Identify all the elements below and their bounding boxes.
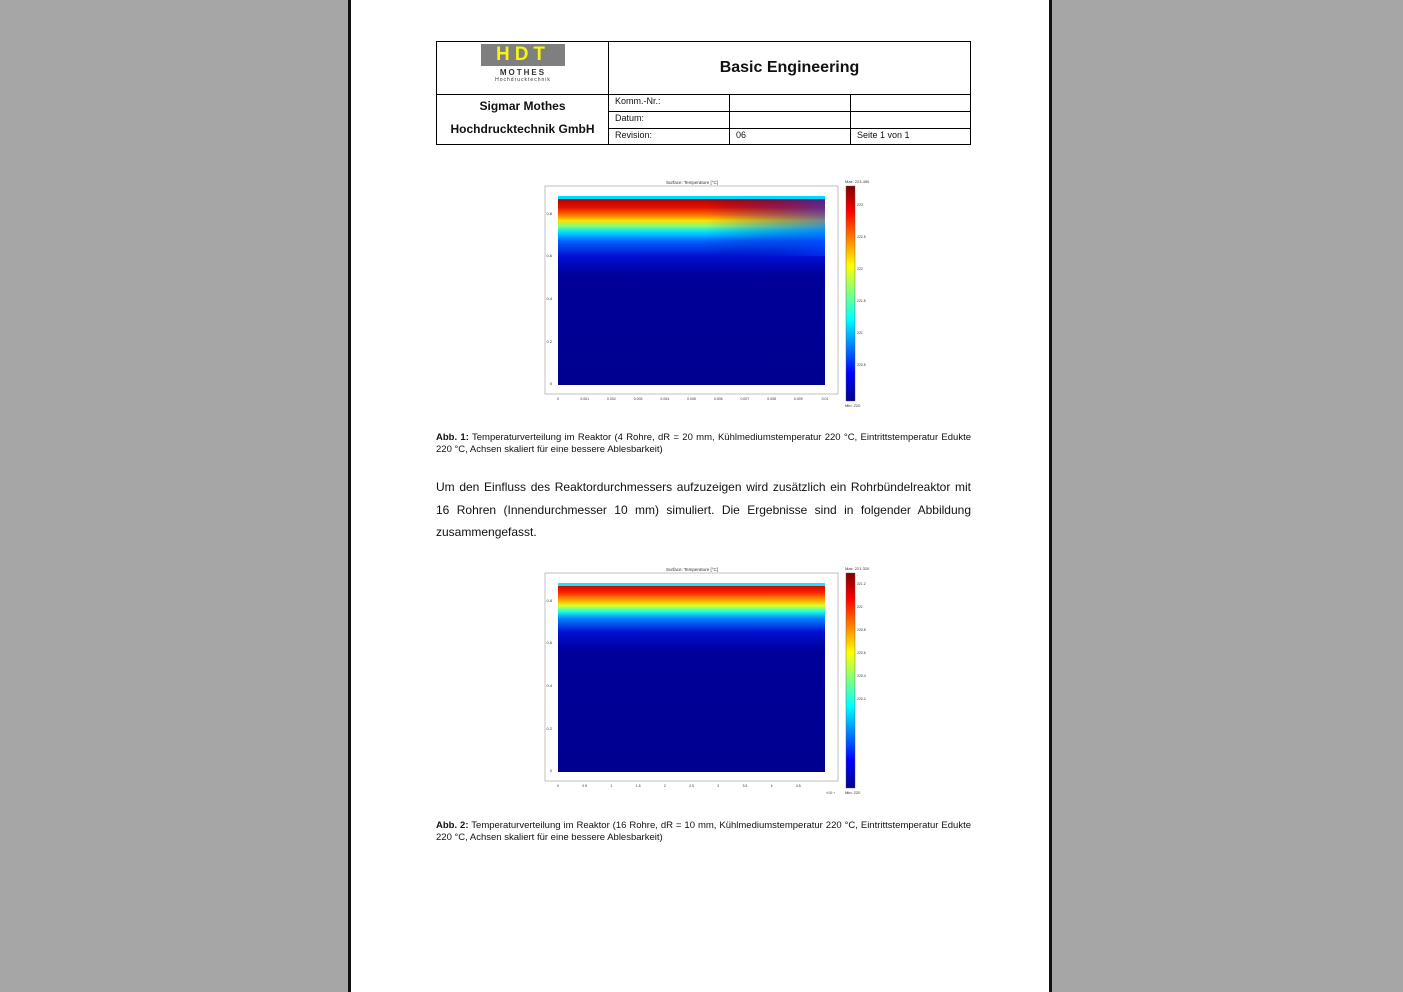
colorbar-tick: 221.5 <box>857 299 866 303</box>
figure-2-caption <box>436 820 971 844</box>
meta-value: 06 <box>730 129 851 145</box>
logo-subtitle: MOTHES <box>499 68 547 77</box>
colorbar-max-label: Max: 223.490 <box>845 179 870 184</box>
x-axis-ticks <box>557 784 801 788</box>
figure-2 <box>544 563 884 795</box>
meta-label: Datum: <box>609 112 730 128</box>
x-tick: 3 <box>717 784 720 788</box>
x-tick: 2.5 <box>689 784 694 788</box>
temperature-plot-2 <box>544 563 884 797</box>
colorbar-tick: 222.5 <box>857 235 866 239</box>
y-tick: 0.4 <box>546 683 552 688</box>
x-tick: 0.009 <box>793 397 803 401</box>
x-tick: 0.008 <box>767 397 776 401</box>
meta-row-komm <box>609 95 970 112</box>
meta-value <box>730 95 851 111</box>
header-meta-grid <box>609 95 970 144</box>
x-axis-exponent: ×10⁻³ <box>826 791 835 795</box>
plot-title: Surface: Temperature [°C] <box>666 567 718 572</box>
wall-layer <box>558 583 825 586</box>
x-tick: 0.006 <box>713 397 723 401</box>
y-tick: 0.4 <box>546 296 552 301</box>
x-tick: 0.005 <box>687 397 696 401</box>
colorbar <box>846 573 855 788</box>
colorbar-tick: 221 <box>857 331 863 335</box>
logo-tagline: Hochdrucktechnik <box>495 77 551 83</box>
colorbar-tick: 221 <box>857 605 863 609</box>
meta-extra <box>851 112 970 128</box>
body-paragraph: Um den Einfluss des Reaktordurchmessers aufzuzeigen wird zusätzlich ein Rohrbündelreaktor mit 16 Rohren (Innendurchmesser 10 mm) simuliert. Die Ergebnisse sind in folgender Abbildung zusammengefasst. <box>436 480 971 539</box>
x-tick: 0.001 <box>580 397 590 401</box>
temperature-field <box>558 583 825 772</box>
x-tick: 0 <box>557 784 559 788</box>
colorbar-tick: 220.2 <box>857 697 866 701</box>
logo-text: HDT <box>495 44 551 65</box>
x-tick: 0 <box>557 397 559 401</box>
logo-badge <box>481 44 565 66</box>
meta-row-datum <box>609 112 970 129</box>
x-tick: 0.002 <box>607 397 616 401</box>
y-tick: 0.6 <box>546 253 552 258</box>
meta-extra <box>851 95 970 111</box>
colorbar-tick: 222 <box>857 267 863 271</box>
company-name-line2: Hochdrucktechnik GmbH <box>450 122 595 136</box>
x-tick: 2 <box>663 784 666 788</box>
meta-label: Komm.-Nr.: <box>609 95 730 111</box>
colorbar-min-label: Min: 220 <box>845 790 861 795</box>
y-tick: 0.2 <box>546 726 552 731</box>
y-tick: 0.6 <box>546 640 552 645</box>
colorbar-tick: 223 <box>857 203 863 207</box>
y-tick: 0.8 <box>546 211 552 216</box>
colorbar-min-label: Min: 220 <box>845 403 861 408</box>
x-tick: 0.003 <box>633 397 643 401</box>
company-name-line1: Sigmar Mothes <box>479 99 566 113</box>
document-title: Basic Engineering <box>609 42 970 95</box>
caption-label: Abb. 2: <box>436 820 469 831</box>
y-tick: 0 <box>549 381 552 386</box>
x-axis-ticks <box>557 397 828 401</box>
meta-row-revision <box>609 129 970 145</box>
x-tick: 1 <box>610 784 613 788</box>
x-tick: 4 <box>770 784 773 788</box>
temperature-plot-1 <box>544 176 884 410</box>
colorbar-tick: 221.2 <box>857 582 866 586</box>
colorbar-max-label: Max: 221.320 <box>845 566 870 571</box>
figure-1 <box>544 176 884 408</box>
x-tick: 3.5 <box>742 784 748 788</box>
colorbar-ticks <box>857 203 866 367</box>
y-tick: 0.8 <box>546 598 552 603</box>
wall-layer <box>558 196 825 199</box>
y-tick: 0 <box>549 768 552 773</box>
document-header-table <box>436 41 971 145</box>
meta-value <box>730 112 851 128</box>
document-page <box>348 0 1052 992</box>
x-tick: 0.007 <box>740 397 750 401</box>
x-tick: 1.5 <box>635 784 641 788</box>
temperature-field-fade <box>558 196 825 256</box>
company-name <box>437 95 609 144</box>
colorbar-tick: 220.6 <box>857 651 866 655</box>
plot-title: Surface: Temperature [°C] <box>666 180 718 185</box>
colorbar-tick: 220.5 <box>857 363 866 367</box>
company-logo <box>437 42 609 95</box>
figure-1-caption <box>436 432 971 456</box>
meta-label: Revision: <box>609 129 730 145</box>
colorbar <box>846 186 855 401</box>
x-tick: 4.5 <box>795 784 801 788</box>
x-tick: 0.01 <box>821 397 829 401</box>
caption-text: Temperaturverteilung im Reaktor (16 Rohre, dR = 10 mm, Kühlmediumstemperatur 220 °C, Eintrittstemperatur Edukte 220 °C, Achsen skaliert für eine bessere Ablesbarkeit) <box>436 820 971 843</box>
y-tick: 0.2 <box>546 339 552 344</box>
colorbar-tick: 220.4 <box>857 674 866 678</box>
x-tick: 0.004 <box>660 397 670 401</box>
page-counter: Seite 1 von 1 <box>857 130 910 140</box>
colorbar-ticks <box>857 582 866 701</box>
caption-label: Abb. 1: <box>436 432 469 443</box>
caption-text: Temperaturverteilung im Reaktor (4 Rohre, dR = 20 mm, Kühlmediumstemperatur 220 °C, Eintrittstemperatur Edukte 220 °C, Achsen skaliert für eine bessere Ablesbarkeit) <box>436 432 971 455</box>
colorbar-tick: 220.8 <box>857 628 866 632</box>
x-tick: 0.5 <box>582 784 588 788</box>
